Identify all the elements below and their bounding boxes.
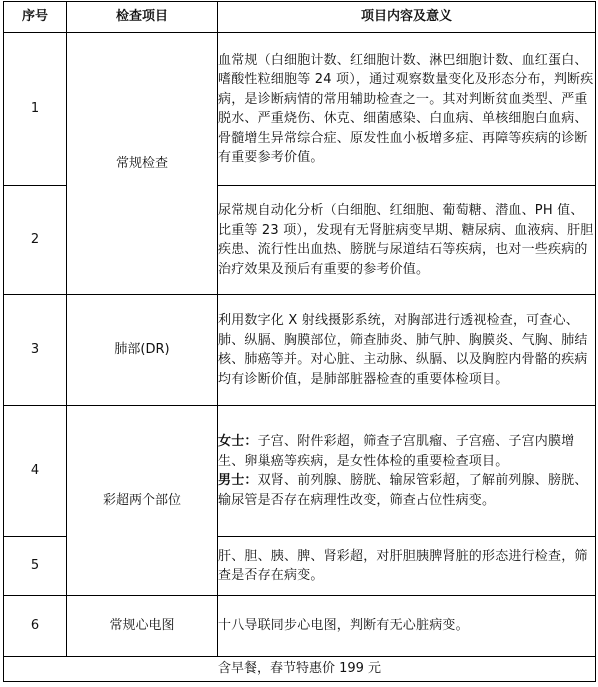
price-footer: 含早餐，春节特惠价 199 元 bbox=[4, 657, 596, 682]
row-desc: 血常规（白细胞计数、红细胞计数、淋巴细胞计数、血红蛋白、嗜酸性粒细胞等 24 项），通过观察数量变化及形态分布，判断疾病，是诊断病情的常用辅助检查之一。其对判断贫血类型、严重脱水、严重烧伤、休克、细菌感染、白血病、单核细胞白血病、骨髓增生异常综合症、原发性血小板增多症、再障等疾病的诊断有重要参考价值。 bbox=[218, 33, 596, 186]
female-label: 女士： bbox=[218, 434, 258, 449]
row-desc: 尿常规自动化分析（白细胞、红细胞、葡萄糖、潜血、PH 值、比重等 23 项），发现有无肾脏病变早期、糖尿病、血液病、肝胆疾患、流行性出血热、膀胱与尿道结石等疾病，也对一些疾病的治疗效果及预后有重要的参考价值。 bbox=[218, 186, 596, 295]
row-num: 5 bbox=[4, 537, 67, 596]
table-row bbox=[4, 596, 596, 657]
header-desc: 项目内容及意义 bbox=[218, 2, 596, 33]
table-footer-row bbox=[4, 657, 596, 682]
row-num: 4 bbox=[4, 406, 67, 537]
row-item: 常规检查 bbox=[67, 33, 218, 295]
row-desc: 肝、胆、胰、脾、肾彩超，对肝胆胰脾肾脏的形态进行检查，筛查是否存在病变。 bbox=[218, 537, 596, 596]
row-item: 肺部(DR) bbox=[67, 295, 218, 406]
exam-items-table bbox=[3, 1, 596, 682]
header-num: 序号 bbox=[4, 2, 67, 33]
row-num: 3 bbox=[4, 295, 67, 406]
row-num: 1 bbox=[4, 33, 67, 186]
row-desc: 十八导联同步心电图，判断有无心脏病变。 bbox=[218, 596, 596, 657]
male-text: 双肾、前列腺、膀胱、输尿管彩超，了解前列腺、膀胱、输尿管是否存在病理性改变，筛查占位性病变。 bbox=[218, 473, 588, 508]
row-num: 6 bbox=[4, 596, 67, 657]
male-paragraph bbox=[218, 471, 595, 510]
row-desc bbox=[218, 406, 596, 537]
table-row bbox=[4, 406, 596, 537]
row-item: 彩超两个部位 bbox=[67, 406, 218, 596]
header-item: 检查项目 bbox=[67, 2, 218, 33]
table-header-row bbox=[4, 2, 596, 33]
female-paragraph bbox=[218, 432, 595, 471]
female-text: 子宫、附件彩超，筛查子宫肌瘤、子宫癌、子宫内膜增生、卵巢癌等疾病，是女性体检的重要检查项目。 bbox=[218, 434, 575, 469]
table-row bbox=[4, 33, 596, 186]
table-row bbox=[4, 295, 596, 406]
male-label: 男士： bbox=[218, 473, 258, 488]
row-num: 2 bbox=[4, 186, 67, 295]
row-desc: 利用数字化 X 射线摄影系统，对胸部进行透视检查，可查心、肺、纵膈、胸膜部位，筛查肺炎、肺气肿、胸膜炎、气胸、肺结核、肺癌等并。对心脏、主动脉、纵膈、以及胸腔内骨骼的疾病均有诊断价值，是肺部脏器检查的重要体检项目。 bbox=[218, 295, 596, 406]
row-item: 常规心电图 bbox=[67, 596, 218, 657]
